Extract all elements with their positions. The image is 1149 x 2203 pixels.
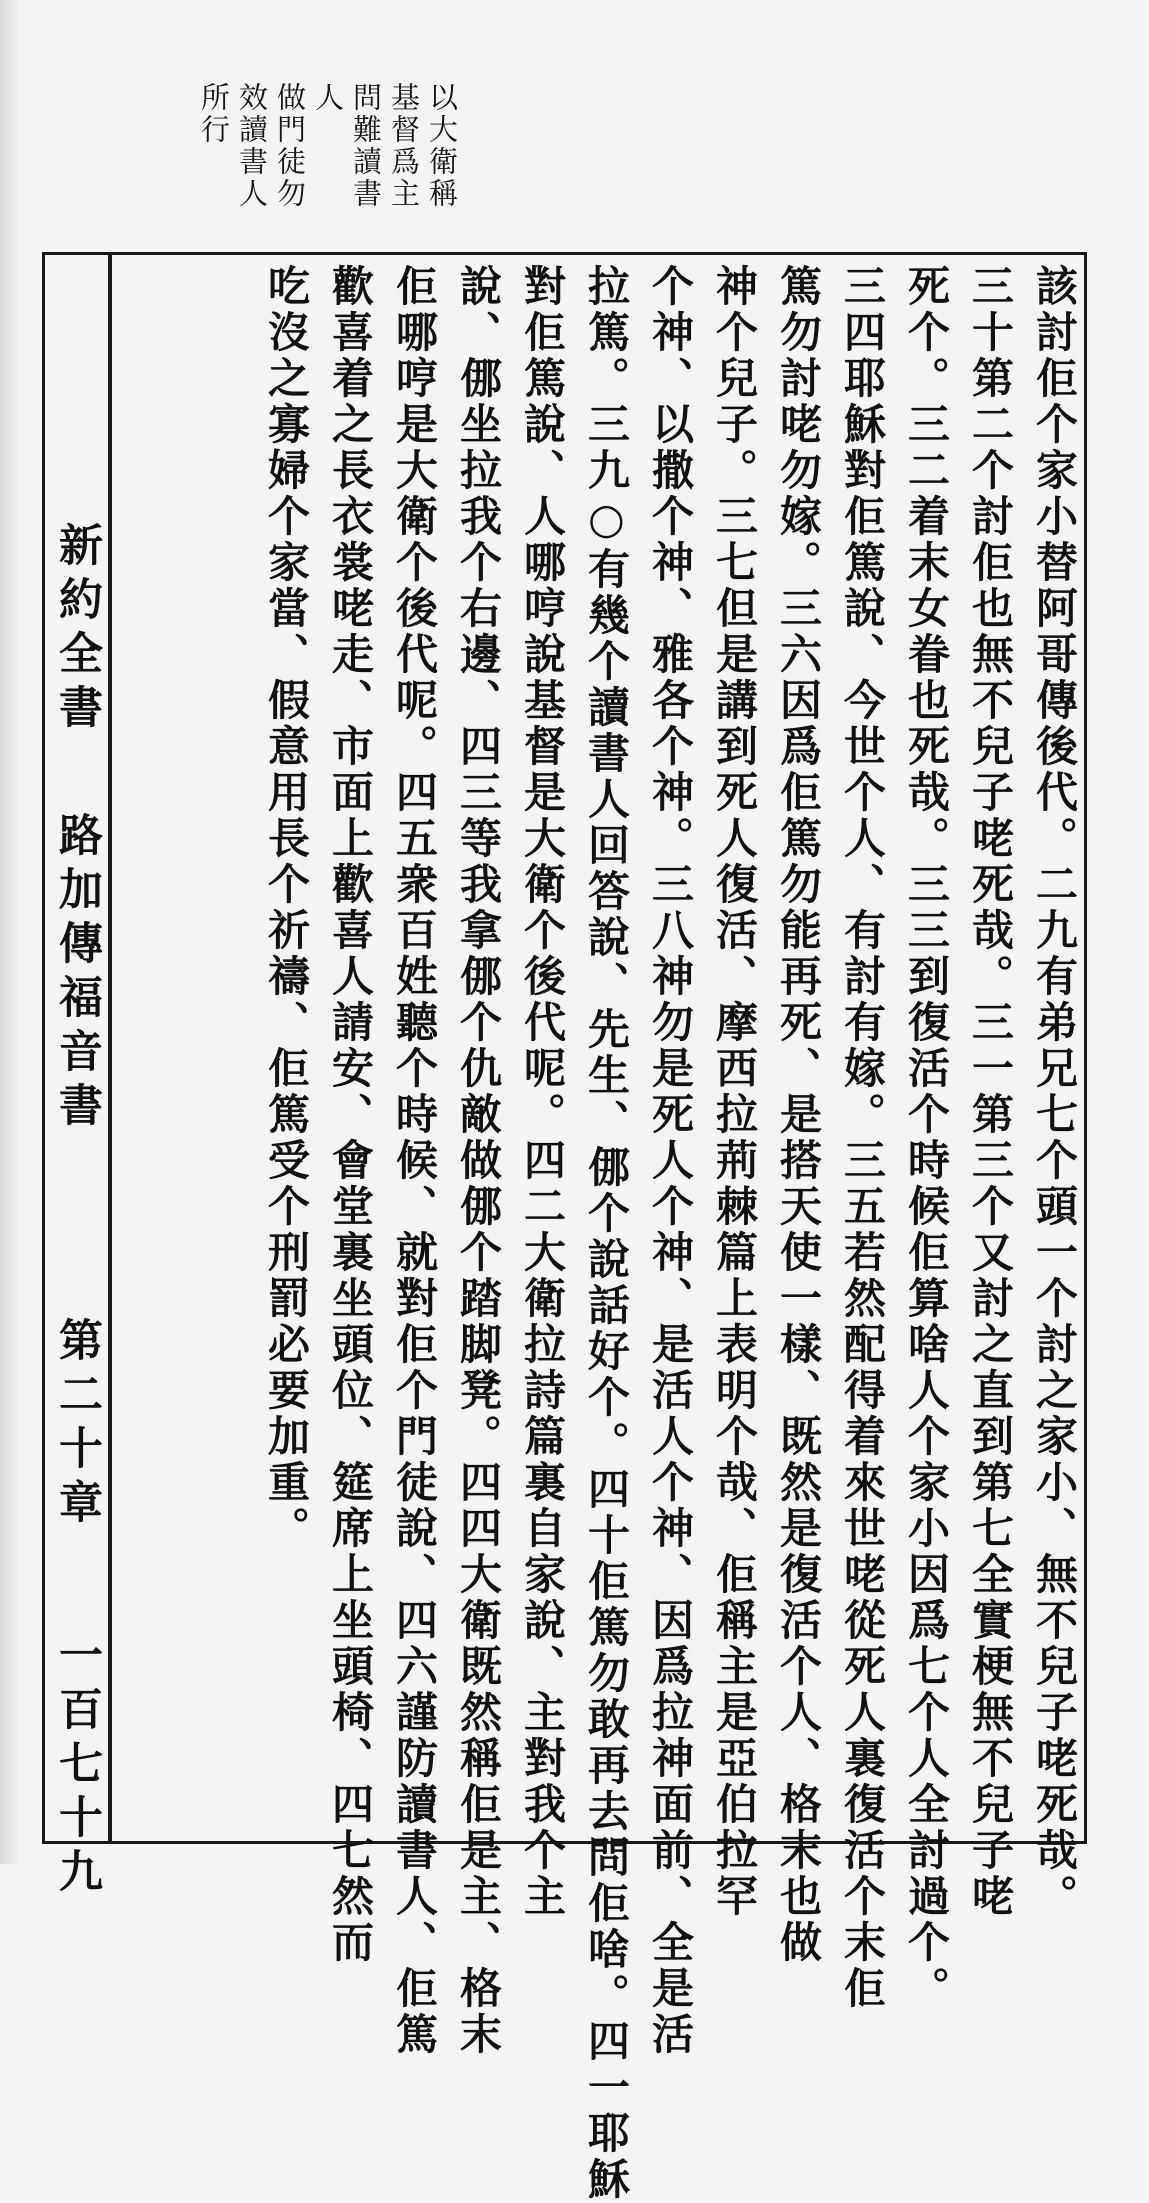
annotation-line: 做門徒勿 [273,82,307,210]
text-line: 對佢篤說、人哪哼說基督是大衛个後代呢。四二大衛拉詩篇裏自家說、主對我个主 [518,264,567,1920]
annotation-line: 以大衛稱 [425,82,459,210]
page-number: 一百七十九 [51,1632,102,1902]
annotation-line: 人 [311,82,345,114]
chapter-label: 第二十章 [51,1317,102,1533]
annotation-line: 所行 [197,82,231,146]
running-header [42,252,108,1902]
text-line: 佢哪哼是大衛个後代呢。四五衆百姓聽个時候、就對佢个門徒說、四六謹防讀書人、佢篤 [390,264,439,2058]
body-text [112,262,1079,2203]
text-line: 死个。三二着末女眷也死哉。三三到復活个時候佢算啥人个家小因爲七个人全討過个。 [902,264,951,2012]
text-line: 三四耶穌對佢篤說、今世个人、有討有嫁。三五若然配得着來世咾從死人裏復活个末佢 [838,264,887,2012]
gospel-title: 路加傳福音書 [51,812,102,1136]
text-line: 篤勿討咾勿嫁。三六因爲佢篤勿能再死、是搭天使一樣、既然是復活个人、格末也做 [774,264,823,1966]
text-line: 吃沒之寡婦个家當、假意用長个祈禱、佢篤受个刑罰必要加重。 [262,264,311,1552]
annotation-line: 效讀書人 [235,82,269,210]
scan-edge [0,0,20,1864]
text-line: 个神、以撒个神、雅各个神。三八神勿是死人个神、是活人个神、因爲拉神面前、全是活 [646,264,695,2058]
annotation-line: 問難讀書 [349,82,383,210]
text-line: 該討佢个家小替阿哥傳後代。二九有弟兄七个頭一个討之家小、無不兒子咾死哉。 [1030,264,1079,1920]
annotation-line: 基督爲主 [387,82,421,210]
text-line: 歡喜着之長衣裳咾走、市面上歡喜人請安、會堂裏坐頭位、筵席上坐頭椅、四七然而 [326,264,375,1966]
text-line: 說、㑚坐拉我个右邊、四三等我拿㑚个仇敵做㑚个踏脚凳。四四大衛既然稱佢是主、格末 [454,264,503,2058]
text-line: 神个兒子。三七但是講到死人復活、摩西拉荊棘篇上表明个哉、佢稱主是亞伯拉罕 [710,264,759,1920]
text-line: 拉篤。三九○有幾个讀書人回答說、先生、㑚个說話好个。四十佢篤勿敢再去問佢啥。四一耶穌 [582,264,631,2203]
marginal-annotation [195,82,461,210]
book-title: 新約全書 [51,522,102,738]
text-line: 三十第二个討佢也無不兒子咾死哉。三一第三个又討之直到第七全實梗無不兒子咾 [966,264,1015,1920]
